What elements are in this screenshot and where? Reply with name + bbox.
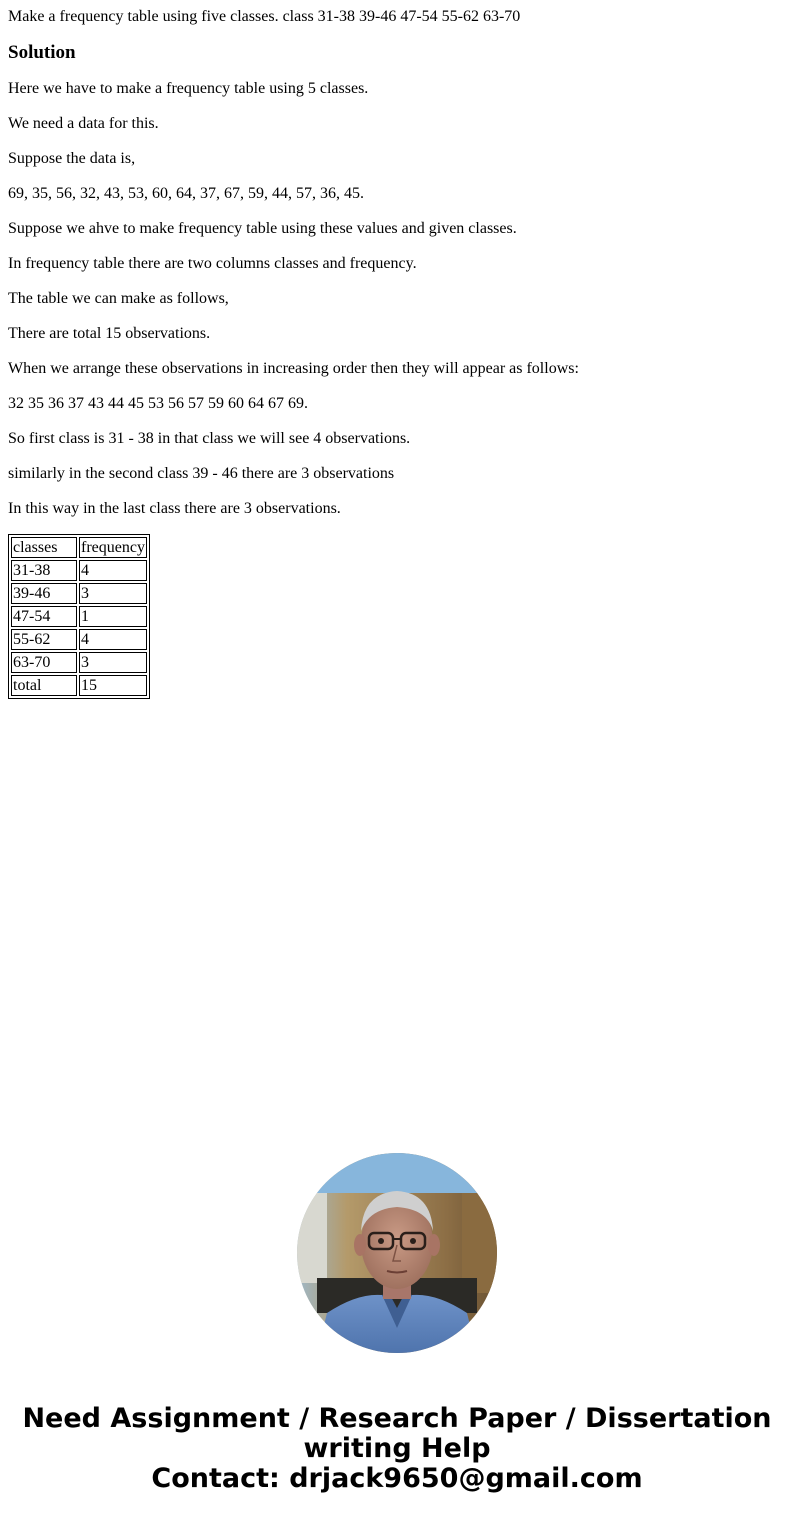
table-cell: 55-62 (11, 629, 77, 650)
table-row (11, 629, 147, 650)
promo-line: writing Help (303, 1433, 491, 1464)
paragraph: Suppose the data is, (8, 150, 136, 167)
table-cell: 3 (79, 583, 147, 604)
table-cell: 4 (79, 629, 147, 650)
table-cell: 15 (79, 675, 147, 696)
paragraph: 32 35 36 37 43 44 45 53 56 57 59 60 64 67 69. (8, 395, 308, 412)
promo-banner (0, 1404, 794, 1494)
table-header-cell: classes (11, 537, 77, 558)
paragraph: similarly in the second class 39 - 46 there are 3 observations (8, 465, 395, 482)
avatar (297, 1153, 497, 1353)
promo-contact: Contact: drjack9650@gmail.com (151, 1463, 643, 1494)
paragraph: Suppose we ahve to make frequency table using these values and given classes. (8, 220, 517, 237)
paragraph: Here we have to make a frequency table using 5 classes. (8, 80, 369, 97)
table-cell: total (11, 675, 77, 696)
table-row (11, 560, 147, 581)
solution-heading: Solution (8, 42, 76, 63)
table-cell: 3 (79, 652, 147, 673)
paragraph: We need a data for this. (8, 115, 159, 132)
table-header-row (11, 537, 147, 558)
paragraph: In frequency table there are two columns classes and frequency. (8, 255, 417, 272)
paragraph: When we arrange these observations in increasing order then they will appear as follows: (8, 360, 579, 377)
solution-paragraphs (8, 79, 786, 518)
table-row (11, 606, 147, 627)
avatar-portrait-image (297, 1153, 497, 1353)
frequency-table (8, 534, 150, 699)
paragraph: 69, 35, 56, 32, 43, 53, 60, 64, 37, 67, 59, 44, 57, 36, 45. (8, 185, 364, 202)
paragraph: There are total 15 observations. (8, 325, 211, 342)
table-cell: 39-46 (11, 583, 77, 604)
table-row (11, 675, 147, 696)
table-header-cell: frequency (81, 539, 145, 556)
table-cell: 47-54 (11, 606, 77, 627)
table-row (11, 583, 147, 604)
table-cell: 31-38 (11, 560, 77, 581)
document-body (8, 0, 786, 699)
table-cell: 1 (79, 606, 147, 627)
table-row (11, 652, 147, 673)
table-cell: 63-70 (11, 652, 77, 673)
question-text: Make a frequency table using five classes. class 31-38 39-46 47-54 55-62 63-70 (8, 8, 521, 25)
table-cell: 4 (79, 560, 147, 581)
paragraph: In this way in the last class there are 3 observations. (8, 500, 341, 517)
paragraph: So first class is 31 - 38 in that class we will see 4 observations. (8, 430, 411, 447)
promo-line: Need Assignment / Research Paper / Dissertation (22, 1403, 772, 1434)
paragraph: The table we can make as follows, (8, 290, 229, 307)
